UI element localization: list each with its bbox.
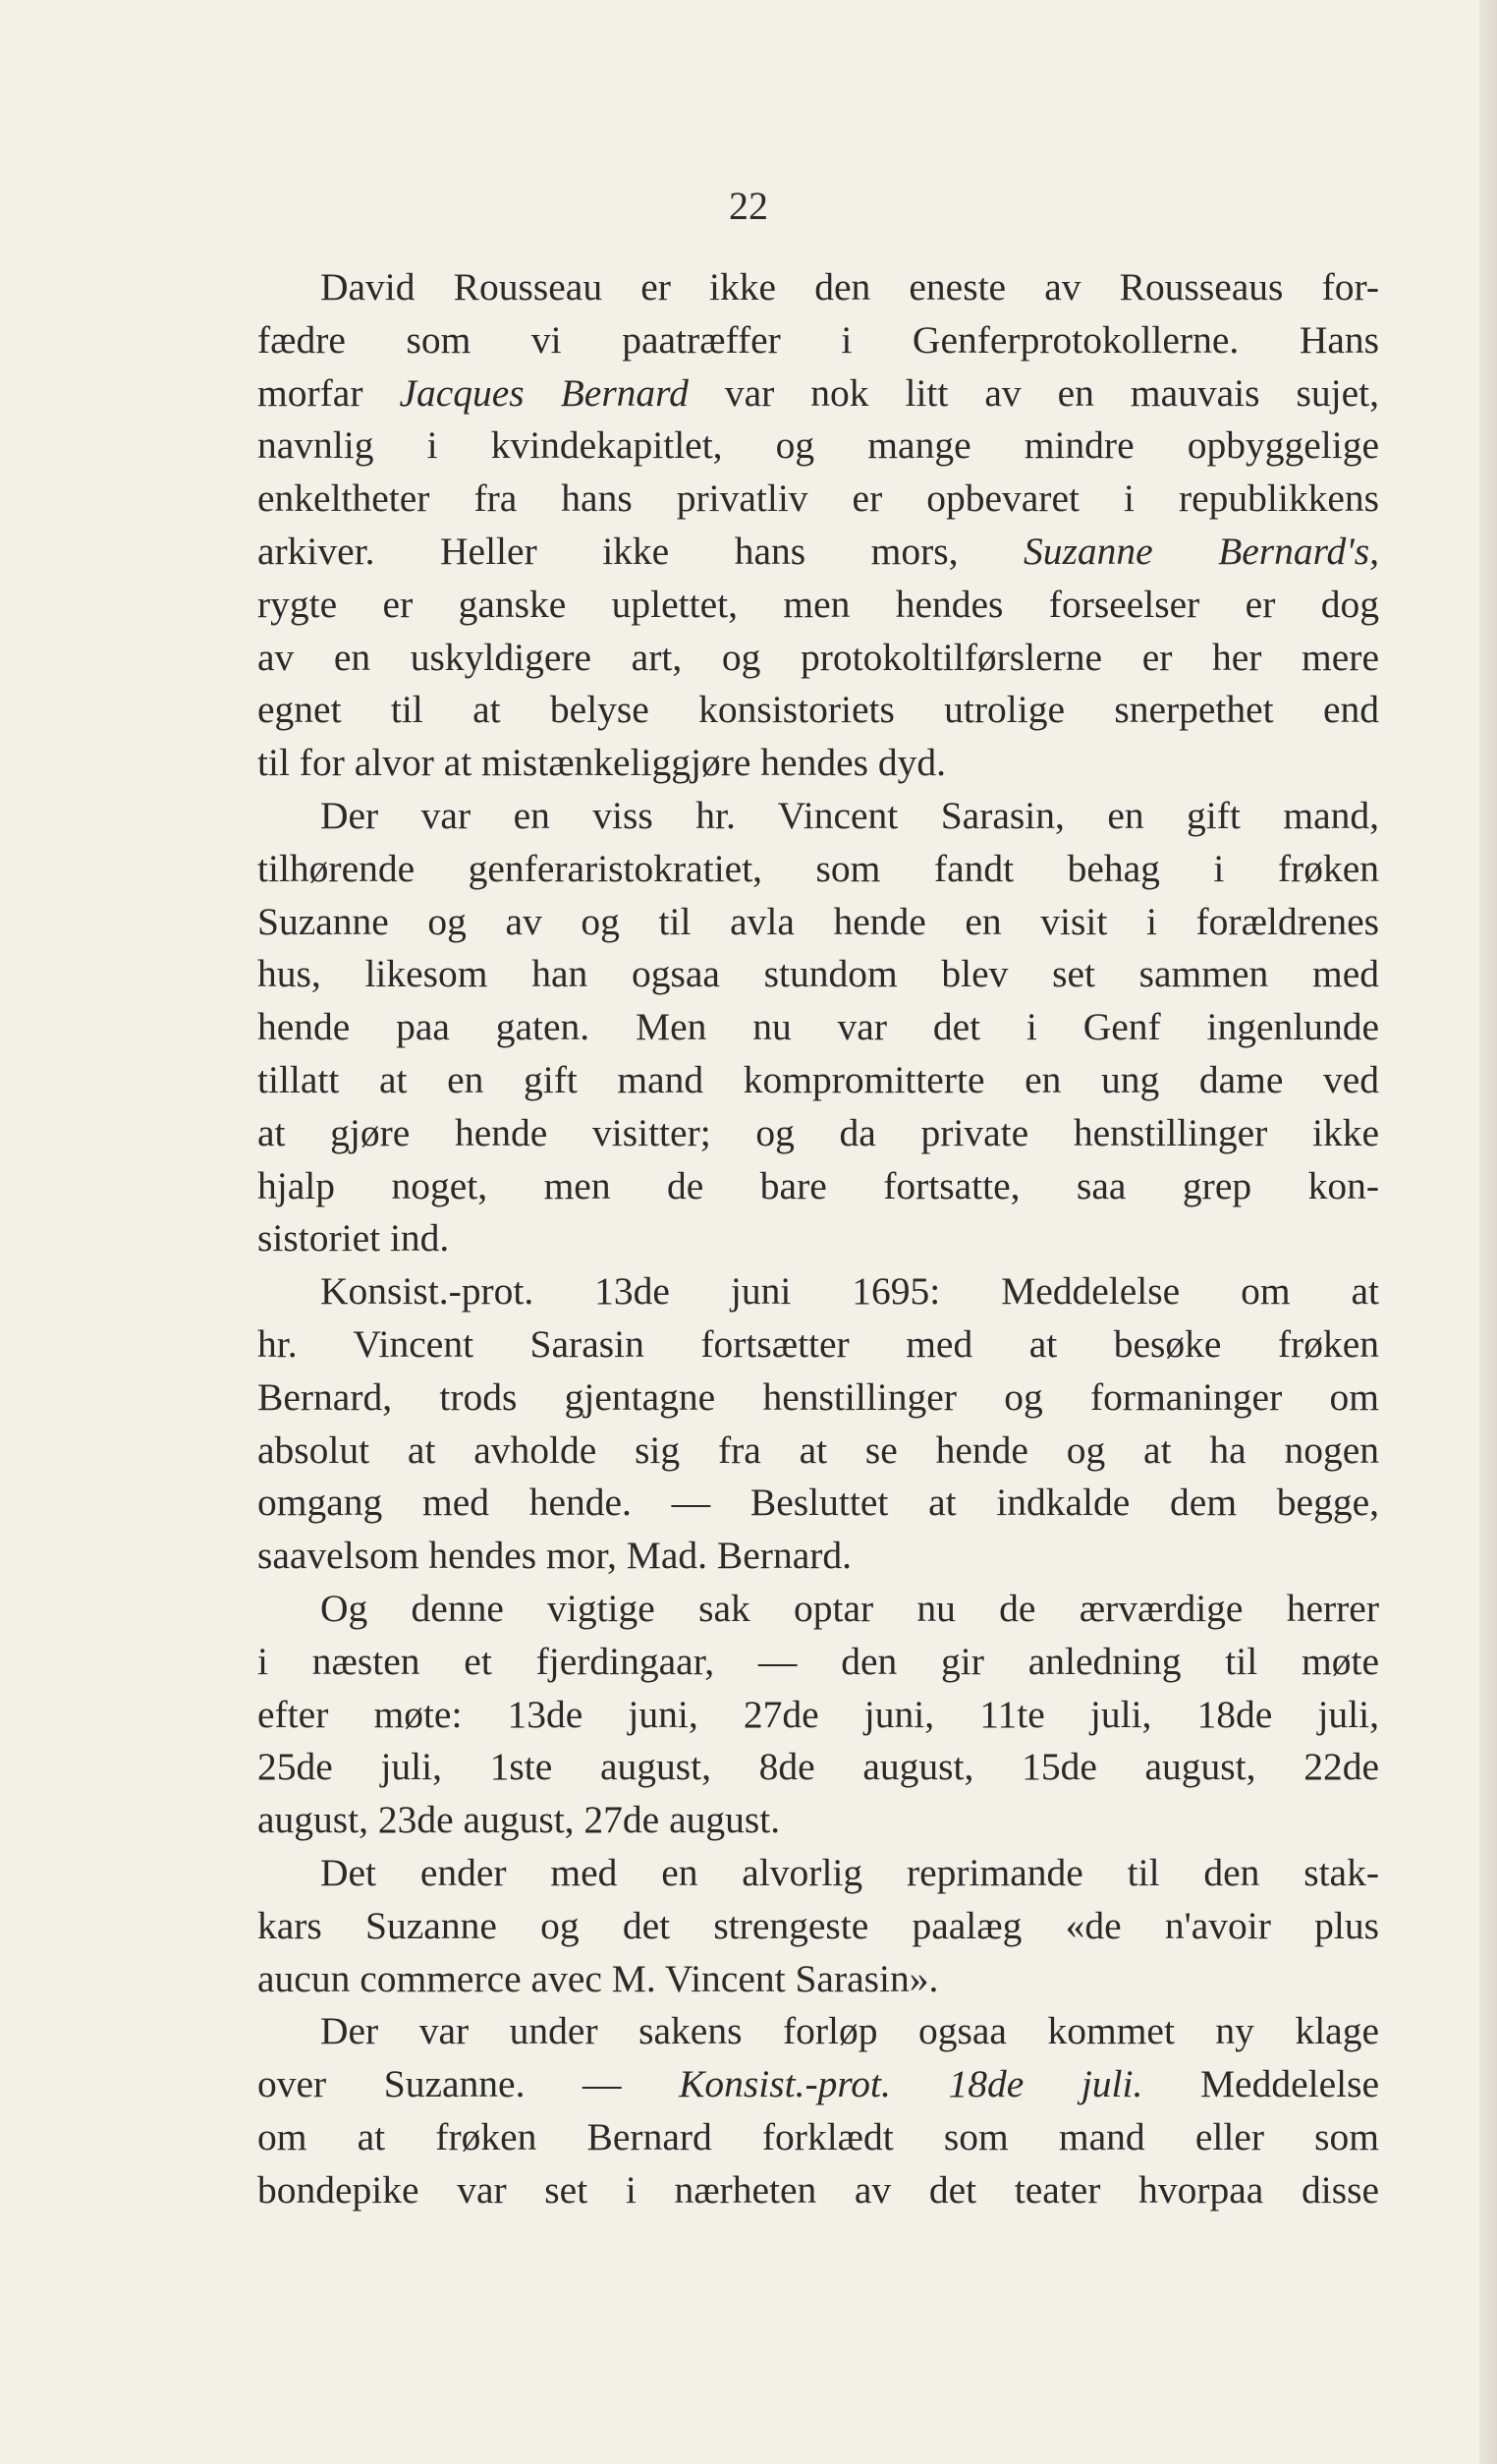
text-segment: at gjøre hende visitter; og da private henstillinger ikke bbox=[257, 1110, 1379, 1154]
text-line bbox=[257, 1212, 1379, 1265]
text-segment: tillatt at en gift mand kompromitterte en ung dame ved bbox=[257, 1057, 1379, 1101]
text-segment: Bernard, trods gjentagne henstillinger og formaninger om bbox=[257, 1374, 1379, 1419]
text-line bbox=[257, 261, 1379, 314]
text-line bbox=[257, 1794, 1379, 1847]
text-line bbox=[257, 1689, 1379, 1742]
text-segment: Og denne vigtige sak optar nu de ærværdige herrer bbox=[320, 1586, 1379, 1630]
italic-text: Jacques Bernard bbox=[399, 370, 689, 415]
text-line bbox=[257, 948, 1379, 1001]
text-segment: hende paa gaten. Men nu var det i Genf ingenlunde bbox=[257, 1005, 1379, 1049]
text-segment: kars Suzanne og det strengeste paalæg «de n'avoir plus bbox=[257, 1903, 1379, 1947]
text-line bbox=[257, 843, 1379, 896]
text-line bbox=[257, 579, 1379, 632]
text-segment: over Suzanne. — bbox=[257, 2062, 680, 2106]
text-segment: omgang med hende. — Besluttet at indkalde dem begge, bbox=[257, 1481, 1379, 1525]
text-segment: fædre som vi paatræffer i Genferprotokollerne. Hans bbox=[257, 317, 1379, 362]
text-segment: David Rousseau er ikke den eneste av Rousseaus for- bbox=[320, 265, 1379, 308]
text-segment: Der var under sakens forløp ogsaa kommet ny klage bbox=[320, 2009, 1379, 2053]
text-line bbox=[257, 1583, 1379, 1636]
text-segment: morfar bbox=[257, 370, 400, 415]
text-line bbox=[257, 1425, 1379, 1478]
text-line bbox=[257, 473, 1379, 526]
text-segment: hr. Vincent Sarasin fortsætter med at besøke frøken bbox=[257, 1321, 1379, 1366]
text-line bbox=[257, 2058, 1379, 2111]
text-segment: saavelsom hendes mor, Mad. Bernard. bbox=[257, 1534, 853, 1578]
text-segment: hus, likesom han ogsaa stundom blev set sammen med bbox=[257, 952, 1379, 996]
page-edge bbox=[1479, 0, 1497, 2464]
text-segment: Meddelelse bbox=[1142, 2062, 1380, 2106]
text-line bbox=[257, 314, 1379, 367]
text-segment: var nok litt av en mauvais sujet, bbox=[688, 370, 1379, 415]
text-line bbox=[257, 1160, 1379, 1213]
text-line bbox=[257, 790, 1379, 843]
text-segment: enkeltheter fra hans privatliv er opbevaret i republikkens bbox=[257, 476, 1379, 521]
text-segment: til for alvor at mistænkeliggjøre hendes dyd. bbox=[257, 741, 946, 785]
text-segment: om at frøken Bernard forklædt som mand eller som bbox=[257, 2114, 1379, 2158]
italic-text: Suzanne Bernard's, bbox=[1023, 529, 1379, 573]
text-segment: aucun commerce avec M. Vincent Sarasin». bbox=[257, 1956, 939, 2000]
text-line bbox=[257, 1054, 1379, 1107]
text-line bbox=[257, 684, 1379, 737]
text-line bbox=[257, 526, 1379, 579]
italic-text: Konsist.-prot. 18de juli. bbox=[679, 2062, 1143, 2106]
text-line bbox=[257, 896, 1379, 949]
text-segment: sistoriet ind. bbox=[257, 1216, 450, 1260]
text-segment: egnet til at belyse konsistoriets utrolige snerpethet end bbox=[257, 688, 1379, 732]
text-line bbox=[257, 1953, 1379, 2006]
text-segment: Suzanne og av og til avla hende en visit i forældrenes bbox=[257, 899, 1379, 943]
text-line bbox=[257, 1847, 1379, 1900]
text-line bbox=[257, 1741, 1379, 1794]
text-segment: absolut at avholde sig fra at se hende og at ha nogen bbox=[257, 1428, 1379, 1472]
text-line bbox=[257, 1318, 1379, 1372]
text-segment: Det ender med en alvorlig reprimande til den stak- bbox=[320, 1850, 1379, 1894]
text-segment: 25de juli, 1ste august, 8de august, 15de august, 22de bbox=[257, 1745, 1379, 1789]
page-number: 22 bbox=[729, 184, 768, 228]
text-line bbox=[257, 1900, 1379, 1953]
text-segment: Konsist.-prot. 13de juni 1695: Meddelelse om at bbox=[320, 1269, 1379, 1314]
text-segment: efter møte: 13de juni, 27de juni, 11te juli, 18de juli, bbox=[257, 1692, 1379, 1736]
text-line bbox=[257, 2111, 1379, 2164]
text-segment: Der var en viss hr. Vincent Sarasin, en gift mand, bbox=[320, 793, 1379, 837]
text-line bbox=[257, 1636, 1379, 1689]
text-line bbox=[257, 737, 1379, 790]
text-segment: august, 23de august, 27de august. bbox=[257, 1798, 781, 1842]
text-segment: i næsten et fjerdingaar, — den gir anledning til møte bbox=[257, 1639, 1379, 1683]
text-line bbox=[257, 367, 1379, 420]
text-line bbox=[257, 1477, 1379, 1530]
text-line bbox=[257, 2164, 1379, 2217]
text-line bbox=[257, 2005, 1379, 2058]
text-segment: rygte er ganske uplettet, men hendes forseelser er dog bbox=[257, 582, 1379, 626]
text-segment: bondepike var set i nærheten av det teater hvorpaa disse bbox=[257, 2167, 1379, 2212]
text-line bbox=[257, 1372, 1379, 1425]
text-line bbox=[257, 1265, 1379, 1318]
text-segment: navnlig i kvindekapitlet, og mange mindre opbyggelige bbox=[257, 423, 1379, 468]
text-segment: hjalp noget, men de bare fortsatte, saa grep kon- bbox=[257, 1163, 1379, 1207]
text-line bbox=[257, 1001, 1379, 1054]
text-line bbox=[257, 1107, 1379, 1160]
text-segment: arkiver. Heller ikke hans mors, bbox=[257, 529, 1024, 573]
text-line bbox=[257, 632, 1379, 685]
text-line bbox=[257, 1530, 1379, 1583]
text-segment: tilhørende genferaristokratiet, som fandt behag i frøken bbox=[257, 846, 1379, 890]
text-line bbox=[257, 420, 1379, 473]
text-segment: av en uskyldigere art, og protokoltilførslerne er her mere bbox=[257, 635, 1379, 679]
body-text bbox=[257, 261, 1379, 2216]
